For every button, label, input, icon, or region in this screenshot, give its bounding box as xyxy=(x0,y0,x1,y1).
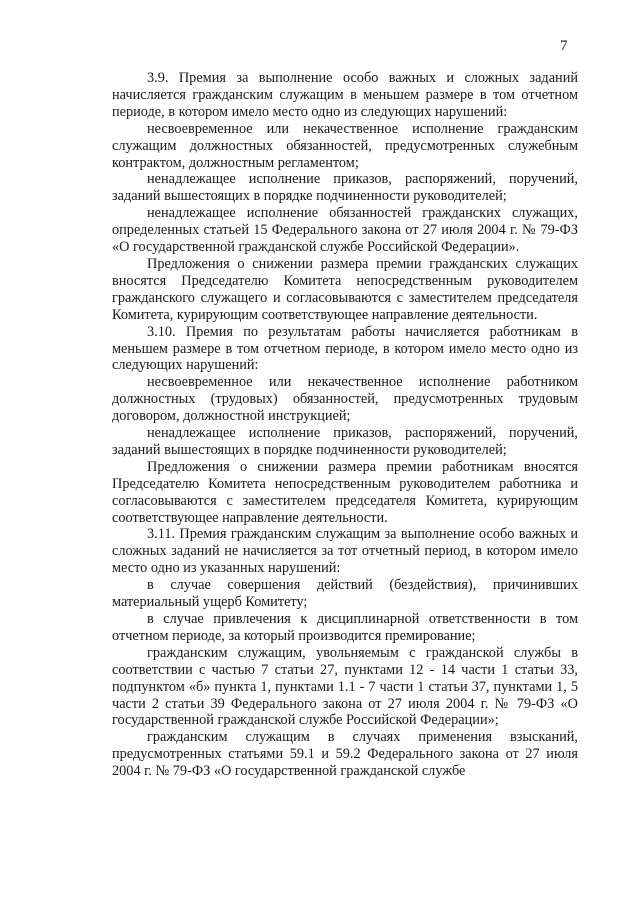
page-number: 7 xyxy=(560,38,568,54)
list-item-improper-orders: ненадлежащее исполнение приказов, распоряжений, поручений, заданий вышестоящих в порядке подчиненности руководителей; xyxy=(112,171,578,205)
paragraph-proposals-civil-servants: Предложения о снижении размера премии гражданских служащих вносятся Председателю Комитета непосредственным руководителем гражданского служащего и согласовываются с заместителем председателя Комитета, курирующим соответствующее направление деятельности. xyxy=(112,255,578,323)
list-item-improper-duties: ненадлежащее исполнение обязанностей гражданских служащих, определенных статьей 15 Федерального закона от 27 июля 2004 г. № 79-ФЗ «О государственной гражданской службе Российской Федерации». xyxy=(112,205,578,256)
paragraph-3-11: 3.11. Премия гражданским служащим за выполнение особо важных и сложных заданий не начисляется за тот отчетный период, в котором имело место одно из указанных нарушений: xyxy=(112,526,578,577)
list-item-dismissed: гражданским служащим, увольняемым с гражданской службы в соответствии с частью 7 статьи 27, пунктами 12 - 14 части 1 статьи 33, подпунктом «б» пункта 1, пунктами 1.1 - 7 части 1 статьи 37, пунктами 1, 5 части 2 статьи 39 Федерального закона от 27 июля 2004 г. № 79-ФЗ «О государственной гражданской службе Российской Федерации»; xyxy=(112,644,578,729)
list-item-untimely-execution: несвоевременное или некачественное исполнение гражданским служащим должностных обязанностей, предусмотренных служебным контрактом, должностным регламентом; xyxy=(112,120,578,171)
paragraph-3-10: 3.10. Премия по результатам работы начисляется работникам в меньшем размере в том отчетном периоде, в котором имело место одно из следующих нарушений: xyxy=(112,323,578,374)
list-item-worker-duties: несвоевременное или некачественное исполнение работником должностных (трудовых) обязанностей, предусмотренных трудовым договором, должностной инструкцией; xyxy=(112,374,578,425)
list-item-penalties: гражданским служащим в случаях применения взысканий, предусмотренных статьями 59.1 и 59.2 Федерального закона от 27 июля 2004 г. № 79-ФЗ «О государственной гражданской службе xyxy=(112,729,578,780)
paragraph-proposals-workers: Предложения о снижении размера премии работникам вносятся Председателю Комитета непосредственным руководителем работника и согласовываются с заместителем председателя Комитета, курирующим соответствующее направление деятельности. xyxy=(112,458,578,526)
paragraph-3-9: 3.9. Премия за выполнение особо важных и сложных заданий начисляется гражданским служащим в меньшем размере в том отчетном периоде, в котором имело место одно из следующих нарушений: xyxy=(112,70,578,120)
list-item-disciplinary: в случае привлечения к дисциплинарной ответственности в том отчетном периоде, за который производится премирование; xyxy=(112,611,578,644)
document-body xyxy=(112,70,578,780)
list-item-material-damage: в случае совершения действий (бездействия), причинивших материальный ущерб Комитету; xyxy=(112,577,578,611)
list-item-worker-orders: ненадлежащее исполнение приказов, распоряжений, поручений, заданий вышестоящих в порядке подчиненности руководителей; xyxy=(112,425,578,458)
